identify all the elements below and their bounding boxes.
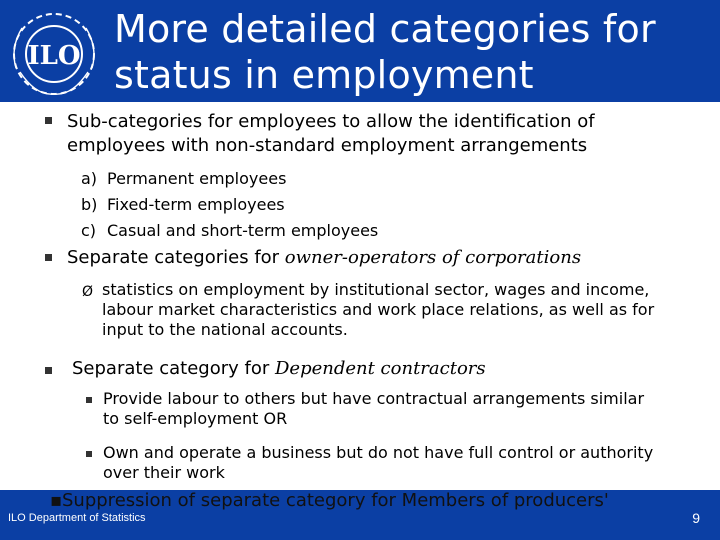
bullet-marker <box>45 367 52 374</box>
footer <box>0 490 720 540</box>
bullet-employees-subcategories: Sub-categories for employees to allow the identification of employees with non-standard employment arrangements <box>67 111 595 156</box>
bullet-marker-partial: ▪ <box>50 490 63 511</box>
bullet-marker <box>45 117 52 124</box>
list-marker: b) <box>81 195 98 214</box>
title-line-2: status in employment <box>114 53 534 97</box>
svg-text:ILO: ILO <box>27 41 81 71</box>
list-item-provide-labour: Provide labour to others but have contractual arrangements similar to self-employment OR <box>103 389 645 428</box>
arrow-marker-icon: Ø <box>82 284 94 300</box>
list-item-own-operate: Own and operate a business but do not have full control or authority over their work <box>103 443 654 482</box>
bullet-marker <box>45 254 52 261</box>
bullet-owner-operators: Separate categories for owner-operators of corporations <box>67 247 582 268</box>
list-item-permanent: Permanent employees <box>107 169 287 188</box>
list-item-fixed-term: Fixed-term employees <box>107 195 285 214</box>
list-item-statistics: statistics on employment by institutional sector, wages and income, labour market characteristics and work place relations, as well as for input to the national accounts. <box>102 280 655 339</box>
sub-bullet-marker <box>86 397 92 403</box>
page-number: 9 <box>692 510 700 526</box>
title-line-1: More detailed categories for <box>114 7 656 51</box>
bullet-suppression-partial: Suppression of separate category for Members of producers' <box>62 490 609 511</box>
sub-bullet-marker <box>86 451 92 457</box>
list-item-casual: Casual and short-term employees <box>107 221 379 240</box>
list-marker: c) <box>81 221 97 240</box>
footer-organization: ILO Department of Statistics <box>8 512 146 524</box>
list-marker: a) <box>81 169 98 188</box>
bullet-dependent-contractors: Separate category for Dependent contractors <box>72 358 486 379</box>
